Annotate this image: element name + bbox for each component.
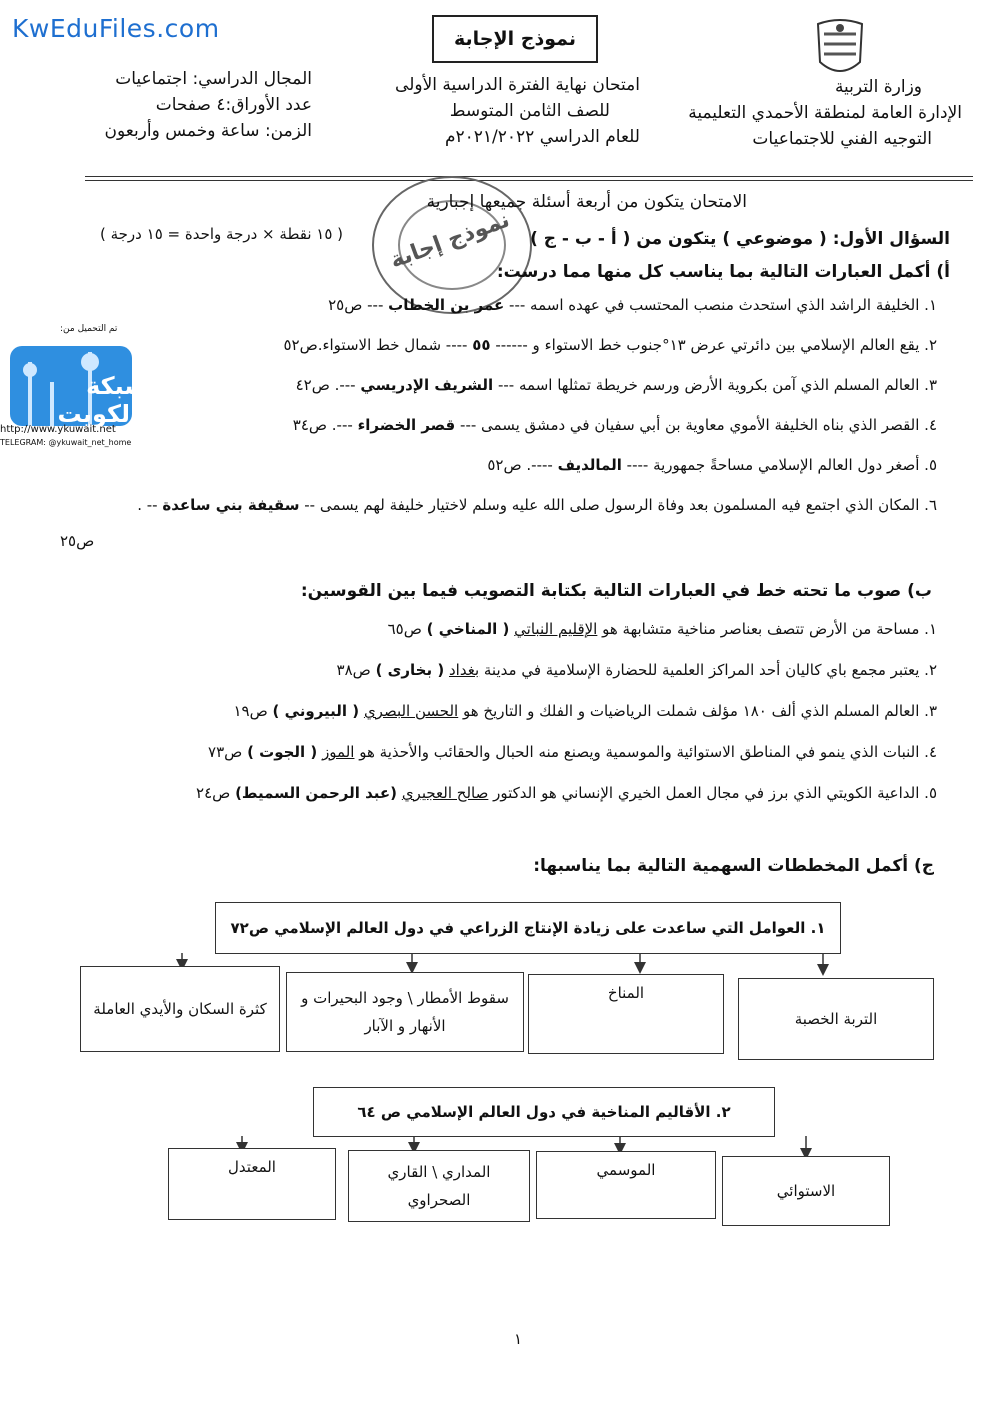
partA-item: ٢. يقع العالم الإسلامي بين دائرتي عرض ١٣°جنوب خط الاستواء و ------ ٥٥ ---- شمال خط الاستواء.ص٥٢ [283, 336, 937, 354]
partA-item: ١. الخليفة الراشد الذي استحدث منصب المحتسب في عهده اسمه --- عمر بن الخطاب --- ص٢٥ [328, 296, 937, 314]
diagram2-title: ٢. الأقاليم المناخية في دول العالم الإسلامي ص ٦٤ [313, 1087, 775, 1137]
ministry-name: وزارة التربية [834, 77, 922, 97]
exam-intro: الامتحان يتكون من أربعة أسئلة جميعها إجبارية [426, 192, 747, 212]
exam-title: امتحان نهاية الفترة الدراسية الأولى [395, 75, 640, 95]
exam-duration: الزمن: ساعة وخمس وأربعون [104, 121, 312, 141]
underlined-error: الحسن البصري [363, 702, 459, 720]
underlined-error: الموز [322, 743, 355, 761]
logo-url: http://www.ykuwait.net [0, 424, 116, 435]
answer-text: قصر الخضراء [357, 416, 456, 434]
answer-text: ٥٥ [472, 336, 491, 354]
correction-text: ( بخارى ) [375, 661, 445, 679]
directorate-name: الإدارة العامة لمنطقة الأحمدي التعليمية [688, 103, 962, 123]
partB-item: ٢. يعتبر مجمع باي كاليان أحد المراكز العلمية للحضارة الإسلامية في مدينة بغداد ( بخارى ) ص٣٨ [336, 661, 937, 679]
partA-item: ٦. المكان الذي اجتمع فيه المسلمون بعد وفاة الرسول صلى الله عليه وسلم لاختيار خليفة لهم يسمى -- سقيفة بني ساعدة -- . [137, 496, 937, 514]
answer-text: سقيفة بني ساعدة [162, 496, 300, 514]
diagram2-box: المداري \ القاري الصحراوي [348, 1150, 530, 1222]
logo-telegram: TELEGRAM: @ykuwait_net_home [0, 438, 132, 447]
diagram1-box: التربة الخصبة [738, 978, 934, 1060]
answer-text: عمر بن الخطاب [388, 296, 505, 314]
diagram1-title: ١. العوامل التي ساعدت على زيادة الإنتاج الزراعي في دول العالم الإسلامي ص٧٢ [215, 902, 841, 954]
ykuwait-logo [0, 322, 148, 452]
exam-grade: للصف الثامن المتوسط [449, 101, 610, 121]
partB-item: ١. مساحة من الأرض تتصف بعناصر مناخية متشابهة هو الإقليم النباتي ( المناخي ) ص٦٥ [387, 620, 937, 638]
diagram1-box: المناخ [528, 974, 724, 1054]
partC-title: ج) أكمل المخططات السهمية التالية بما يناسبها: [533, 856, 934, 876]
subject-field: المجال الدراسي: اجتماعيات [115, 69, 312, 89]
logo-name: شبكة يالكويت [57, 372, 148, 428]
partA-last-page: ص٢٥ [60, 532, 95, 550]
correction-text: ( المناخي ) [426, 620, 510, 638]
partA-item: ٤. القصر الذي بناه الخليفة الأموي معاوية بن أبي سفيان في دمشق يسمى --- قصر الخضراء ---. ص٣٤ [292, 416, 937, 434]
diagram2-box: المعتدل [168, 1148, 336, 1220]
underlined-error: الإقليم النباتي [514, 620, 598, 638]
diagram1-box: سقوط الأمطار \ وجود البحيرات و الأنهار و الآبار [286, 972, 524, 1052]
exam-year: للعام الدراسي ٢٠٢١/٢٠٢٢م [444, 127, 640, 147]
partB-item: ٤. النبات الذي ينمو في المناطق الاستوائية والموسمية ويصنع منه الحبال والحقائب والأحذية هو الموز ( الجوت ) ص٧٣ [208, 743, 937, 761]
partB-title: ب) صوب ما تحته خط في العبارات التالية بكتابة التصويب فيما بين القوسين: [300, 581, 932, 601]
correction-text: ( البيروني ) [272, 702, 360, 720]
answer-text: الشريف الإدريسي [360, 376, 494, 394]
pages-count: عدد الأوراق:٤ صفحات [155, 95, 312, 115]
partA-item: ٥. أصغر دول العالم الإسلامي مساحةً جمهورية ---- المالديف ----. ص٥٢ [487, 456, 937, 474]
correction-text: (عبد الرحمن السميط) [235, 784, 398, 802]
partA-item: ٣. العالم المسلم الذي آمن بكروية الأرض ورسم خريطة تمثلها اسمه --- الشريف الإدريسي ---. ص٤٢ [295, 376, 937, 394]
correction-text: ( الجوت ) [247, 743, 318, 761]
diagram2-box: الاستوائي [722, 1156, 890, 1226]
site-watermark: KwEduFiles.com [12, 14, 220, 43]
partA-title: أ) أكمل العبارات التالية بما يناسب كل منها مما درست: [496, 262, 950, 282]
q1-title: السؤال الأول: ( موضوعي ) يتكون من ( أ - ب - ج ) [530, 229, 950, 249]
page-number: ١ [514, 1330, 523, 1348]
diagram2-box: الموسمي [536, 1151, 716, 1219]
underlined-error: بغداد [448, 661, 480, 679]
partB-item: ٥. الداعية الكويتي الذي برز في مجال العمل الخيري الإنساني هو الدكتور صالح العجيري (عبد الرحمن السميط) ص٢٤ [196, 784, 937, 802]
diagram1-box: كثرة السكان والأيدي العاملة [80, 966, 280, 1052]
q1-marks: ( ١٥ نقطة × درجة واحدة = ١٥ درجة ) [100, 225, 344, 243]
underlined-error: صالح العجيري [401, 784, 489, 802]
logo-note: تم التحميل من: [60, 324, 118, 334]
answer-model-title: نموذج الإجابة [432, 15, 598, 63]
stamp-text: نموذج إجابة [387, 207, 513, 274]
partB-item: ٣. العالم المسلم الذي ألف ١٨٠ مؤلف شملت الرياضيات و الفلك و التاريخ هو الحسن البصري ( البيروني ) ص١٩ [233, 702, 937, 720]
department-name: التوجيه الفني للاجتماعيات [752, 129, 932, 149]
answer-text: المالديف [557, 456, 622, 474]
